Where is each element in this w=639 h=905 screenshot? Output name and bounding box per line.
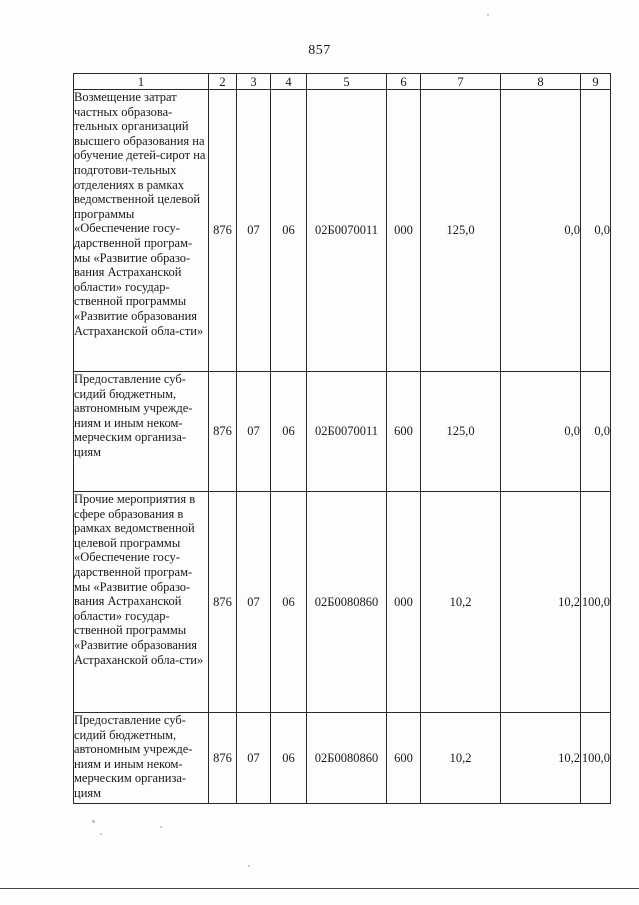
header-col-8: 8 — [501, 74, 581, 90]
row-description: Возмещение затрат частных образова-тельных организаций высшего образования на обучение детей-сирот на подготови-тельных отделениях в рамках ведомственной целевой программы «Обеспечение госу-дарственной програм-мы «Развитие образо-вания Астраханской области» государ-ственной программы «Развитие образования Астраханской обла-сти» — [74, 90, 209, 372]
cell-planned: 10,2 — [421, 713, 501, 804]
cell-admin-code: 876 — [209, 90, 237, 372]
cell-section: 07 — [237, 492, 271, 713]
header-row — [74, 74, 611, 90]
cell-executed: 0,0 — [501, 372, 581, 492]
cell-target-article: 02Б0070011 — [307, 372, 387, 492]
scan-speck — [248, 865, 250, 867]
header-col-5: 5 — [307, 74, 387, 90]
cell-section: 07 — [237, 372, 271, 492]
header-col-7: 7 — [421, 74, 501, 90]
cell-target-article: 02Б0070011 — [307, 90, 387, 372]
table-row — [74, 713, 611, 804]
cell-planned: 10,2 — [421, 492, 501, 713]
cell-section: 07 — [237, 713, 271, 804]
cell-subsection: 06 — [271, 372, 307, 492]
header-col-6: 6 — [387, 74, 421, 90]
cell-planned: 125,0 — [421, 90, 501, 372]
row-description: Предоставление суб-сидий бюджетным, автономным учрежде-ниям и иным неком-мерческим организа-циям — [74, 713, 209, 804]
cell-percent: 100,0 — [581, 492, 611, 713]
table-row — [74, 90, 611, 372]
scan-speck — [160, 826, 162, 828]
header-col-1: 1 — [74, 74, 209, 90]
cell-executed: 0,0 — [501, 90, 581, 372]
scan-edge-line — [0, 888, 639, 889]
row-description: Прочие мероприятия в сфере образования в рамках ведомственной целевой программы «Обеспечение госу-дарственной програм-мы «Развитие образо-вания Астраханской области» государ-ственной программы «Развитие образования Астраханской обла-сти» — [74, 492, 209, 713]
cell-expense-type: 600 — [387, 372, 421, 492]
cell-admin-code: 876 — [209, 713, 237, 804]
cell-subsection: 06 — [271, 492, 307, 713]
cell-subsection: 06 — [271, 90, 307, 372]
page-number: 857 — [308, 43, 331, 58]
cell-target-article: 02Б0080860 — [307, 713, 387, 804]
cell-percent: 100,0 — [581, 713, 611, 804]
cell-subsection: 06 — [271, 713, 307, 804]
cell-percent: 0,0 — [581, 90, 611, 372]
cell-expense-type: 600 — [387, 713, 421, 804]
cell-expense-type: 000 — [387, 90, 421, 372]
header-col-2: 2 — [209, 74, 237, 90]
cell-executed: 10,2 — [501, 492, 581, 713]
cell-planned: 125,0 — [421, 372, 501, 492]
scan-speck — [487, 14, 489, 16]
cell-admin-code: 876 — [209, 372, 237, 492]
cell-section: 07 — [237, 90, 271, 372]
table-row — [74, 372, 611, 492]
table-row — [74, 492, 611, 713]
cell-percent: 0,0 — [581, 372, 611, 492]
header-col-4: 4 — [271, 74, 307, 90]
cell-admin-code: 876 — [209, 492, 237, 713]
cell-expense-type: 000 — [387, 492, 421, 713]
budget-table — [73, 73, 611, 804]
cell-executed: 10,2 — [501, 713, 581, 804]
header-col-9: 9 — [581, 74, 611, 90]
row-description: Предоставление суб-сидий бюджетным, автономным учрежде-ниям и иным неком-мерческим организа-циям — [74, 372, 209, 492]
cell-target-article: 02Б0080860 — [307, 492, 387, 713]
scan-speck — [92, 820, 95, 823]
scan-speck — [100, 833, 102, 835]
header-col-3: 3 — [237, 74, 271, 90]
